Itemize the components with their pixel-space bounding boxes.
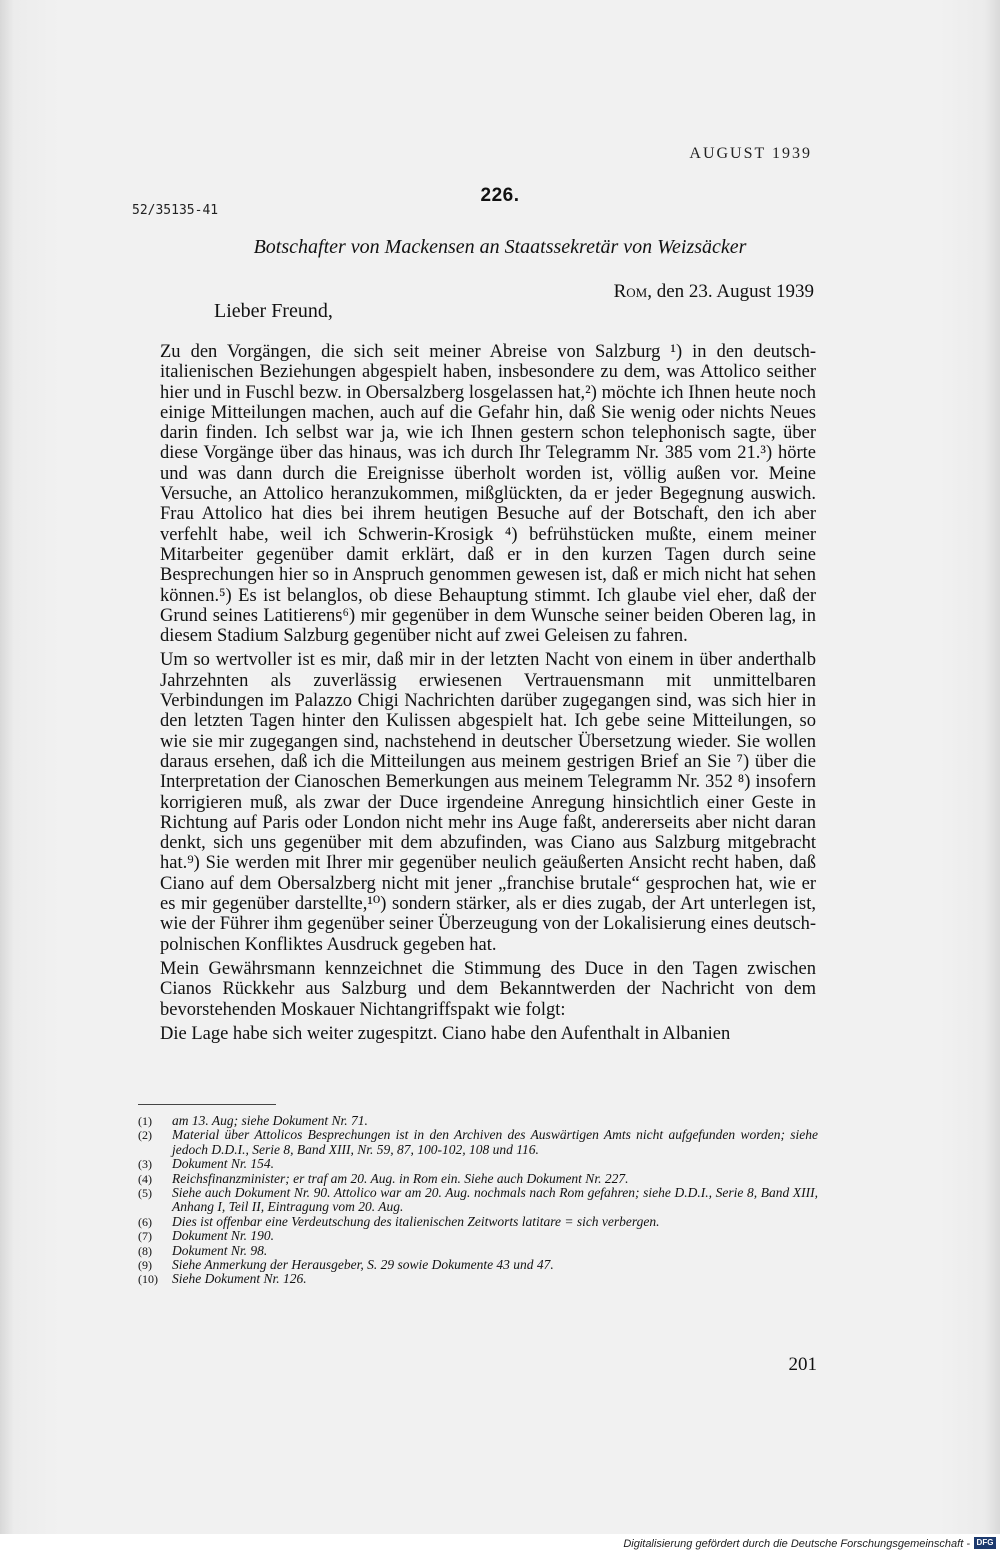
paragraph: Mein Gewährsmann kennzeichnet die Stimmung des Duce in den Tagen zwischen Cianos Rückkehr aus Salzburg und dem Bekanntwerden der Nachricht von dem bevorstehenden Moskauer Nichtangriffspakt wie folgt:: [160, 958, 816, 1020]
footnote: [138, 1215, 818, 1229]
salutation: Lieber Freund,: [214, 300, 333, 322]
date-line: [614, 281, 814, 303]
dfg-logo-icon: DFG: [974, 1537, 996, 1549]
footnote-text: Dokument Nr. 98.: [172, 1242, 268, 1258]
paragraph: Die Lage habe sich weiter zugespitzt. Ciano habe den Aufenthalt in Albanien: [160, 1023, 731, 1044]
footnote-text: Dokument Nr. 190.: [172, 1228, 274, 1244]
footnote-text: Material über Attolicos Besprechungen ist in den Archiven des Auswärtigen Amts nicht aufgefunden worden; siehe jedoch D.D.I., Serie 8, Band XIII, Nr. 59, 87, 100-102, 108 und 116.: [172, 1127, 818, 1157]
paragraph: Zu den Vorgängen, die sich seit meiner Abreise von Salzburg ¹) in den deutsch-italienischen Beziehungen abgespielt haben, insbesondere zu dem, was Attolico seither hier und in Fuschl bezw. in Obersalzberg losgelassen hat,²) möchte ich Ihnen heute noch einige Mitteilungen machen, auch auf die Gefahr hin, daß Sie wenig oder nichts Neues darin finden. Ich selbst war ja, wie ich Ihnen gestern schon telephonisch sagte, über diese Vorgänge über das hinaus, was ich durch Ihr Telegramm Nr. 385 vom 21.³) hörte und was dann durch die Ereignisse überholt worden ist, völlig außen vor. Meine Versuche, an Attolico heranzukommen, mißglückten, da er jeder Begegnung auswich. Frau Attolico hat dies bei ihrem heutigen Besuche auf der Botschaft, den ich aber verfehlt habe, weil ich Schwerin-Krosigk ⁴) befrühstücken mußte, einem meiner Mitarbeiter gegenüber damit erklärt, daß er in den kurzen Tagen durch seine Besprechungen hier so in Anspruch genommen gewesen ist, daß er mich nicht hat sehen können.⁵) Es ist belanglos, ob diese Behauptung stimmt. Ich glaube viel eher, daß der Grund seines Latitierens⁶) mir gegenüber in dem Wunsche seiner beiden Oberen lag, in diesem Stadium Salzburg gegenüber nicht auf zwei Geleisen zu fahren.: [160, 342, 816, 647]
footnote: [138, 1244, 818, 1258]
footnote-number: (1): [138, 1114, 152, 1128]
footnote-number: (4): [138, 1171, 152, 1186]
footnote-text: Siehe Dokument Nr. 126.: [172, 1271, 307, 1287]
document-number: 226.: [480, 185, 520, 206]
footnote-text: Siehe Anmerkung der Herausgeber, S. 29 sowie Dokumente 43 und 47.: [172, 1257, 554, 1273]
footnote-number: (2): [138, 1128, 152, 1143]
footnote-text: Reichsfinanzminister; er traf am 20. Aug. in Rom ein. Siehe auch Dokument Nr. 227.: [172, 1170, 629, 1186]
running-head: AUGUST 1939: [689, 145, 812, 162]
footnote-text: Dokument Nr. 154.: [172, 1156, 274, 1172]
digitization-credit: Digitalisierung gefördert durch die Deutsche Forschungsgemeinschaft -: [623, 1538, 970, 1550]
paragraph: Um so wertvoller ist es mir, daß mir in der letzten Nacht von einem in über anderthalb Jahrzehnten als zuverlässig erwiesenen Vertrauensmann mit unmittelbaren Verbindungen im Palazzo Chigi Nachrichten darüber zugegangen sind, was sich hier in den letzten Tagen hinter den Kulissen abgespielt hat. Ich gebe seine Mitteilungen, so wie sie mir zugegangen sind, nachstehend in deutscher Übersetzung wieder. Sie wollen daraus ersehen, daß ich die Mitteilungen aus meinem gestrigen Brief an Sie ⁷) über die Interpretation der Cianoschen Bemerkungen aus meinem Telegramm Nr. 352 ⁸) insofern korrigieren muß, als zwar der Duce irgendeine Anregung hinsichtlich einer Geste in Richtung auf Paris oder London nicht mehr ins Auge faßt, andererseits aber nicht daran denkt, sich uns gegenüber mit dem abzufinden, was Ciano aus Salzburg mitgebracht hat.⁹) Sie werden mit Ihrer mir gegenüber neulich geäußerten Ansicht recht haben, daß Ciano auf dem Obersalzberg nicht mit jener „franchise brutale“ gesprochen hat, wie er es mir gegenüber darstellte,¹⁰) sondern stärker, als er dies zugab, der Art unterlegen ist, wie der Führer ihm gegenüber seiner Überzeugung von der Lokalisierung eines deutsch-polnischen Konfliktes Ausdruck gegeben hat.: [160, 650, 816, 955]
film-reference: 52/35135-41: [132, 203, 219, 218]
footnote-number: (10): [138, 1272, 158, 1287]
letter-body: [160, 342, 816, 1048]
footnotes: [138, 1114, 818, 1287]
footnote: [138, 1114, 818, 1128]
footnote-number: (5): [138, 1186, 152, 1201]
footnote: [138, 1258, 818, 1272]
footnote: [138, 1172, 818, 1186]
date-place: Rom: [613, 281, 648, 302]
document-title: Botschafter von Mackensen an Staatssekretär von Weizsäcker: [253, 236, 747, 258]
footnote-number: (3): [138, 1157, 152, 1172]
footnote-text: am 13. Aug; siehe Dokument Nr. 71.: [172, 1113, 368, 1128]
footnote: [138, 1186, 818, 1215]
footnote-text: Siehe auch Dokument Nr. 90. Attolico war am 20. Aug. nochmals nach Rom gefahren; siehe D.D.I., Serie 8, Band XIII, Anhang I, Teil II, Eintragung vom 20. Aug.: [172, 1185, 818, 1215]
footnote: [138, 1229, 818, 1243]
footnote-number: (9): [138, 1258, 152, 1273]
footnote-divider: [138, 1104, 276, 1105]
footnote-number: (8): [138, 1243, 152, 1258]
footnote: [138, 1157, 818, 1171]
footnote: [138, 1128, 818, 1157]
footnote-number: (7): [138, 1229, 152, 1244]
footnote: [138, 1272, 818, 1286]
date-rest: , den 23. August 1939: [647, 281, 814, 302]
footnote-text: Dies ist offenbar eine Verdeutschung des italienischen Zeitworts latitare = sich verbergen.: [172, 1213, 660, 1229]
page-number: 201: [788, 1354, 817, 1375]
footnote-number: (6): [138, 1214, 152, 1229]
